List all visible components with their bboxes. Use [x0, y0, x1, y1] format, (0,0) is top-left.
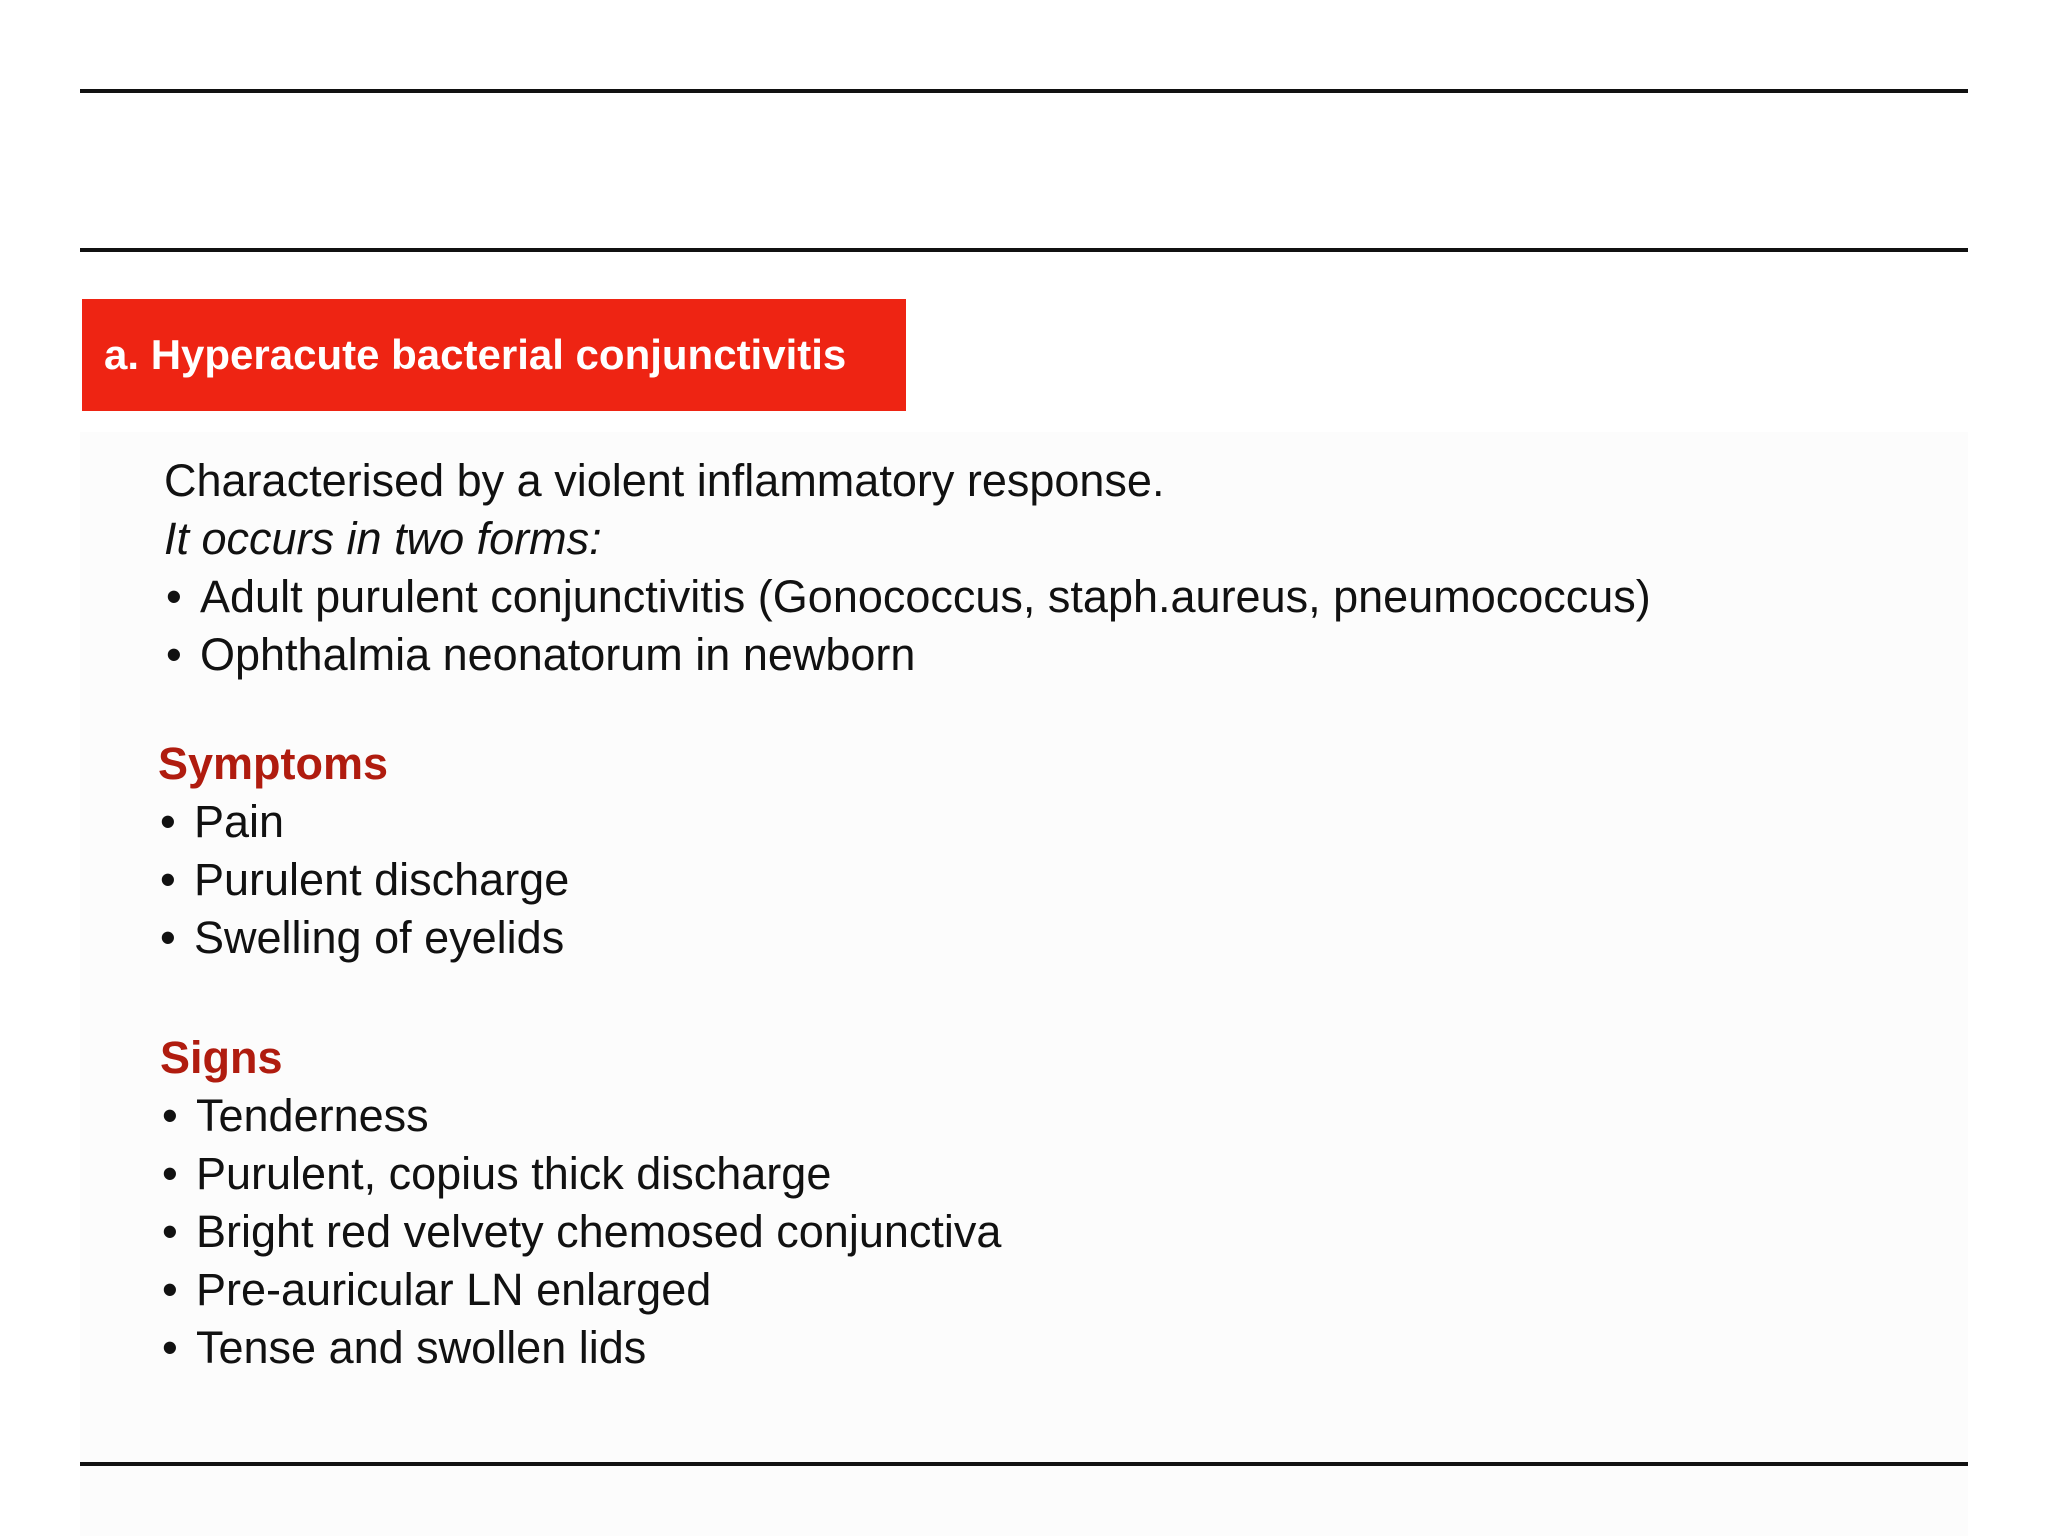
bullet-icon: • [162, 1090, 178, 1141]
list-item: • Bright red velvety chemosed conjunctiva [160, 1203, 1001, 1261]
bottom-divider [80, 1462, 1968, 1466]
bullet-icon: • [162, 1206, 178, 1257]
top-divider [80, 89, 1968, 93]
bullet-icon: • [166, 629, 182, 680]
symptoms-heading: Symptoms [158, 738, 389, 789]
header-divider [80, 248, 1968, 252]
bullet-icon: • [160, 796, 176, 847]
intro-description: Characterised by a violent inflammatory response. [164, 455, 1165, 506]
list-item: • Swelling of eyelids [158, 909, 569, 967]
list-item: • Purulent discharge [158, 851, 569, 909]
list-item: • Tenderness [160, 1087, 1001, 1145]
list-item: • Tense and swollen lids [160, 1319, 1001, 1377]
signs-heading: Signs [160, 1032, 283, 1083]
bullet-icon: • [166, 571, 182, 622]
bullet-icon: • [162, 1264, 178, 1315]
bullet-icon: • [160, 854, 176, 905]
list-item: • Purulent, copius thick discharge [160, 1145, 1001, 1203]
list-item: • Adult purulent conjunctivitis (Gonococcus, staph.aureus, pneumococcus) [164, 568, 1651, 626]
signs-section [160, 1029, 1001, 1377]
signs-list [160, 1087, 1001, 1377]
forms-label: It occurs in two forms: [164, 513, 602, 564]
intro-block [164, 452, 1651, 684]
bullet-icon: • [162, 1148, 178, 1199]
list-item: • Pain [158, 793, 569, 851]
forms-list [164, 568, 1651, 684]
bullet-icon: • [162, 1322, 178, 1373]
bullet-icon: • [160, 912, 176, 963]
symptoms-section [158, 735, 569, 967]
symptoms-list [158, 793, 569, 967]
list-item: • Ophthalmia neonatorum in newborn [164, 626, 1651, 684]
slide-title: a. Hyperacute bacterial conjunctivitis [82, 299, 906, 411]
list-item: • Pre-auricular LN enlarged [160, 1261, 1001, 1319]
